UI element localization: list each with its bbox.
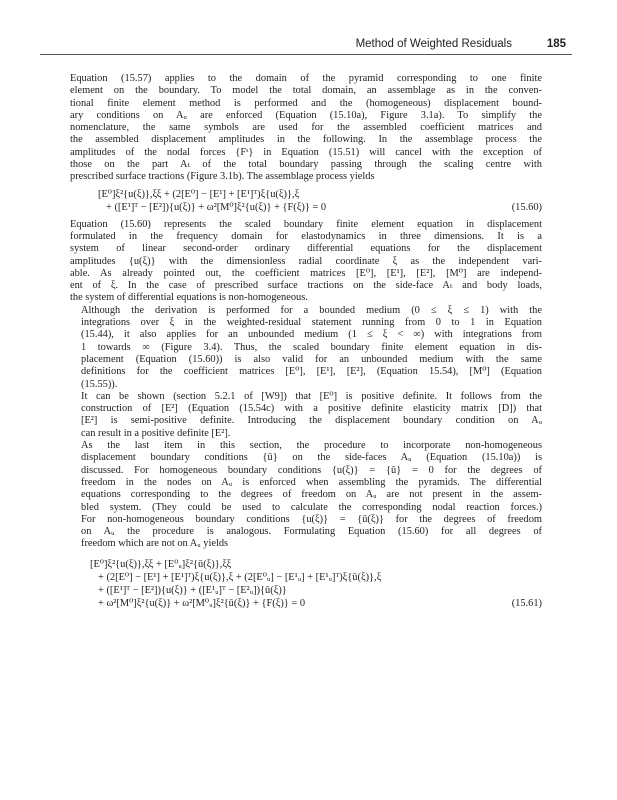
text-line: Equation (15.57) applies to the domain of the pyramid corresponding to one finite <box>70 73 542 84</box>
text-line: the assembled displacement amplitudes in the following. In the assemblage process the <box>70 134 542 146</box>
text-line: (15.55)). <box>81 378 118 390</box>
text-line: Although the derivation is performed for a bounded medium (0 ≤ ξ ≤ 1) with the <box>81 304 542 316</box>
text-line: For non-homogeneous boundary conditions {u(ξ)} = {ū(ξ)} for the degrees of freedom <box>81 513 542 525</box>
text-line: nomenclature, the same symbols are used for the assembled coefficient matrices and <box>70 122 542 134</box>
text-line: [E²] is semi-positive definite. Introducing the displacement boundary condition on Aᵤ <box>81 415 542 427</box>
equation-15-60 <box>70 188 542 214</box>
equation-line: + ω²[M⁰]ξ²{u(ξ)} + ω²[M⁰ᵤ]ξ²{ū(ξ)} + {F(ξ)} = 0 <box>98 597 306 609</box>
text-line: placement (Equation (15.60)) is also valid for an unbounded medium with the same <box>81 353 542 365</box>
equation-15-61 <box>70 558 542 610</box>
text-line: freedom in the nodes on Aᵤ is enforced when assembling the pyramids. The differential <box>81 476 542 488</box>
text-line: prescribed surface tractions (Figure 3.1b). The assemblage process yields <box>70 171 375 183</box>
text-line: equations corresponding to the degrees of freedom on Aᵤ are not present in the assem- <box>81 489 542 501</box>
paragraph-2 <box>70 219 542 305</box>
text-line: ent of ξ. In the case of prescribed surface tractions on the side-face Aₜ and body loads, <box>70 280 542 292</box>
text-line: element on the boundary. To model the total domain, an assemblage as in the conven- <box>70 85 542 97</box>
text-line: displacement boundary conditions {ū} on the side-faces Aᵤ (Equation (15.10a)) is <box>81 452 542 464</box>
text-line: bled system. (They could be used to calculate the corresponding nodal reaction forces.) <box>81 501 542 513</box>
text-line: construction of [E²] (Equation (15.54c) with a positive definite elasticity matrix [D]) that <box>81 403 542 415</box>
text-line: on Aᵤ the procedure is analogous. Formulating Equation (15.60) for all degrees of <box>81 526 542 538</box>
text-line: system of linear second-order ordinary differential equations for the displacement <box>70 243 542 255</box>
page-number: 185 <box>546 38 566 50</box>
text-line: those on the part Aₜ of the total boundary passing through the scaling centre with <box>70 159 542 171</box>
text-line: ary conditions on Aᵤ are enforced (Equation (15.10a), Figure 3.1a). To simplify the <box>70 109 542 121</box>
paragraph-3 <box>70 305 542 391</box>
running-head <box>40 38 572 55</box>
equation-line: + (2[E⁰] − [E¹] + [E¹]ᵀ)ξ{u(ξ)},ξ + (2[E⁰ᵤ] − [E¹ᵤ] + [E¹ᵤ]ᵀ)ξ{ū(ξ)},ξ <box>98 571 382 583</box>
equation-line: + ([E¹]ᵀ − [E²]){u(ξ)} + ([E¹ᵤ]ᵀ − [E²ᵤ]){ū(ξ)} <box>98 584 287 596</box>
text-line: 1 towards ∞ (Figure 3.4). Thus, the scaled boundary finite element equation in dis- <box>81 341 542 353</box>
text-line: As the last item in this section, the procedure to incorporate non-homogeneous <box>81 440 542 452</box>
text-line: can result in a positive definite [E²]. <box>81 427 231 439</box>
text-line: amplitudes of the nodal forces {Fˢ} in Equation (15.51) will cancel with the exception of <box>70 146 542 158</box>
text-line: tional finite element method is performed and the (homogeneous) displacement bound- <box>70 97 542 109</box>
equation-number: (15.60) <box>511 201 542 213</box>
text-line: amplitudes {u(ξ)} with the dimensionless radial coordinate ξ as the independent vari- <box>70 255 542 267</box>
text-line: Equation (15.60) represents the scaled boundary finite element equation in displacement <box>70 218 542 230</box>
paragraph-1 <box>70 73 542 184</box>
text-line: discussed. For homogeneous boundary conditions {u(ξ)} = {ū} = 0 for the degrees of <box>81 464 542 476</box>
equation-line: + ([E¹]ᵀ − [E²]){u(ξ)} + ω²[M⁰]ξ²{u(ξ)} + {F(ξ)} = 0 <box>106 201 327 213</box>
running-title: Method of Weighted Residuals <box>355 38 512 50</box>
text-line: able. As already pointed out, the coefficient matrices [E⁰], [E¹], [E²], [M⁰] are independ- <box>70 267 542 279</box>
text-line: It can be shown (section 5.2.1 of [W9]) that [E⁰] is positive definite. It follows from the <box>81 390 542 402</box>
text-line: freedom which are not on Aᵤ yields <box>81 538 229 550</box>
equation-line: [E⁰]ξ²{u(ξ)},ξξ + [E⁰ᵤ]ξ²{ū(ξ)},ξξ <box>90 558 232 570</box>
body-text <box>70 73 542 615</box>
paragraph-5 <box>70 440 542 551</box>
text-line: formulated in the frequency domain for elastodynamics in three dimensions. It is a <box>70 230 542 242</box>
text-line: the system of differential equations is non-homogeneous. <box>70 292 308 304</box>
text-line: definitions for the coefficient matrices [E⁰], [E¹], [E²], (Equation 15.54), [M⁰] (Equation <box>81 366 542 378</box>
text-line: integrations over ξ in the weighted-residual statement running from 0 to 1 in Equation <box>81 317 542 329</box>
paragraph-4 <box>70 391 542 440</box>
text-line: (15.44), it also applies for an unbounded medium (1 ≤ ξ < ∞) with integrations from <box>81 329 542 341</box>
equation-number: (15.61) <box>511 597 542 609</box>
equation-line: [E⁰]ξ²{u(ξ)},ξξ + (2[E⁰] − [E¹] + [E¹]ᵀ)ξ{u(ξ)},ξ <box>98 188 300 200</box>
